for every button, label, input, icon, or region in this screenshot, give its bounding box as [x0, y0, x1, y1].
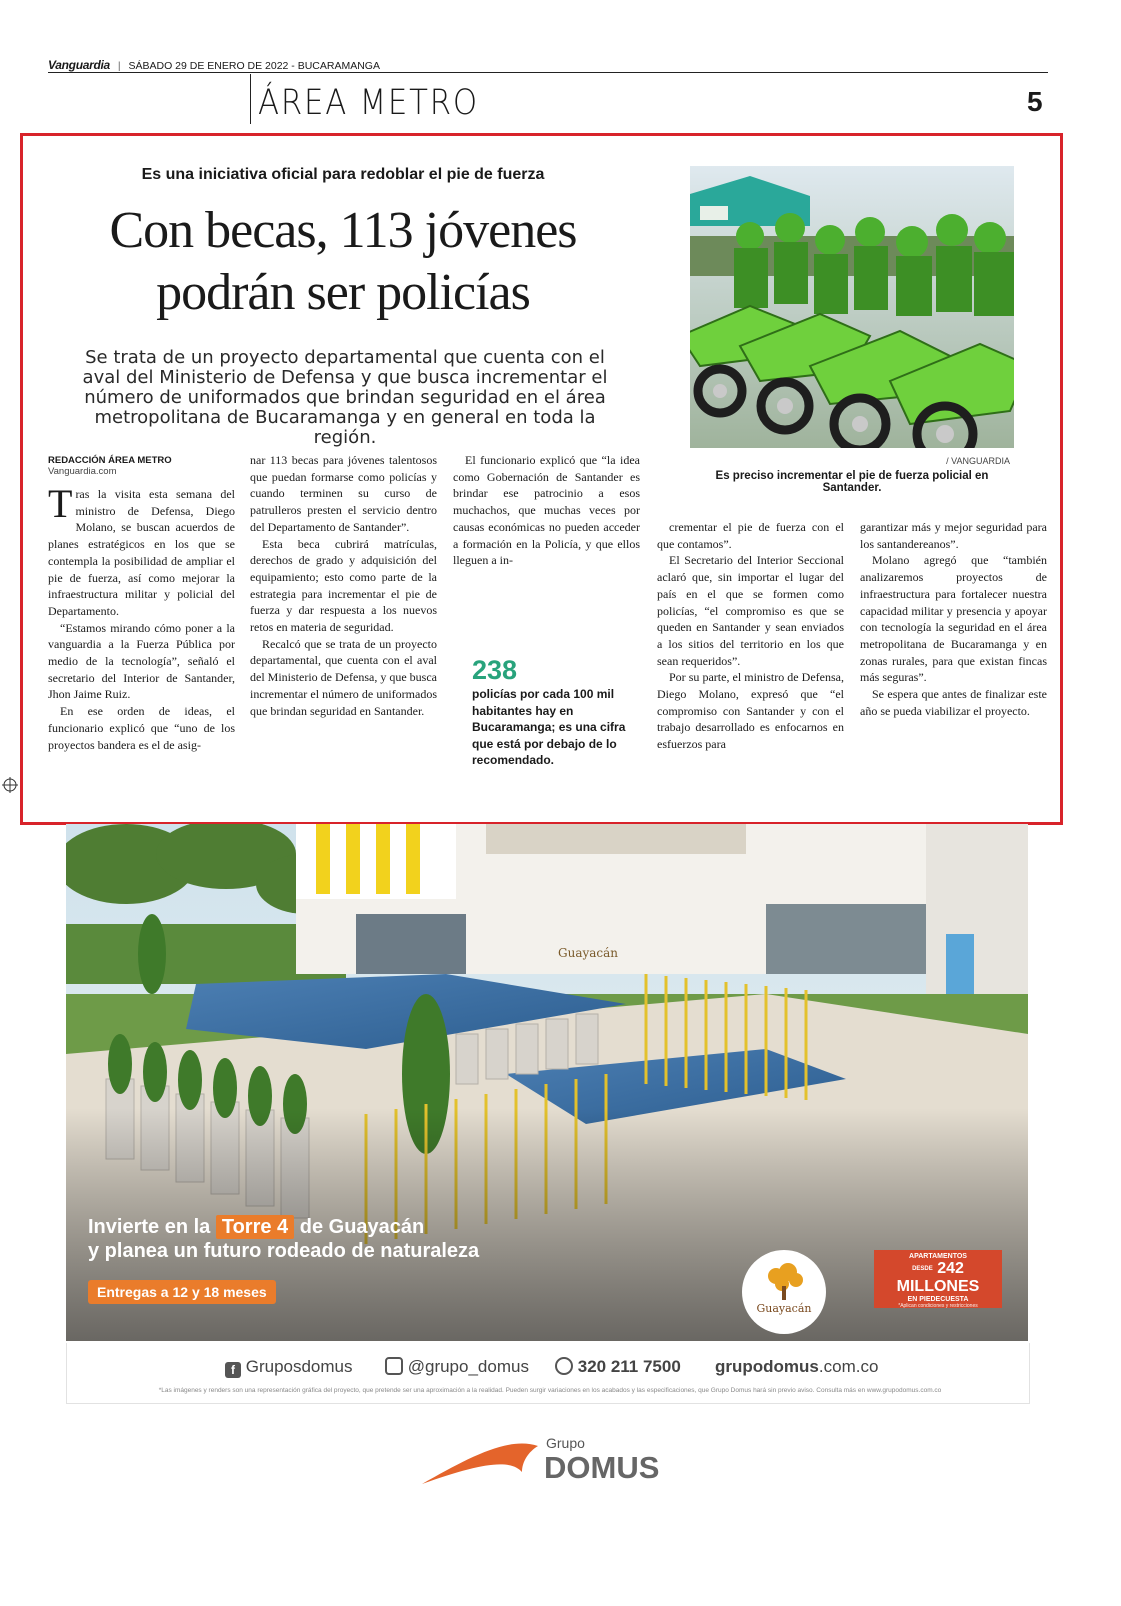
ad-headline-pre: Invierte en la [88, 1216, 211, 1238]
police-motorcycles-photo [690, 166, 1014, 448]
col2-paragraph-2: Esta beca cubrirá matrículas, derechos de grado y adquisición del equipamiento; esto como parte de la estrategia para incrementar el pie de fuerza y dar respuesta a los nuevos retos en materia de seguridad. [250, 536, 437, 635]
article-column-1 [48, 481, 235, 753]
price-note: *Aplican condiciones y restricciones [898, 1303, 978, 1310]
instagram-icon [385, 1357, 403, 1375]
facebook-icon: f [225, 1362, 241, 1378]
headline-line-1: Con becas, 113 jóvenes [109, 202, 577, 259]
phone-icon [555, 1357, 573, 1375]
col2-paragraph-1: nar 113 becas para jóvenes talentosos que puedan formarse como policías y cuando terminen su curso de patrulleros presten el servicio dentro del Departamento de Santander”. [250, 453, 437, 534]
section-name: ÁREA METRO [258, 83, 479, 123]
website-link[interactable] [715, 1357, 878, 1377]
registration-mark-icon [2, 777, 18, 798]
ad-price-box [874, 1250, 1002, 1308]
brand-name: Vanguardia [48, 58, 110, 72]
article-deck: Se trata de un proyecto departamental que cuenta con el aval del Ministerio de Defensa y que busca incrementar el número de uniformados que brindan seguridad en el área metropolitana de Bucaramanga y en general en toda la región. [82, 347, 608, 448]
ad-contact-bar [66, 1343, 1030, 1404]
col4-paragraph-2: El Secretario del Interior Seccional aclaró que, sin importar el lugar del país en el que se formen como policías, “el compromiso es que se queden en Santander y sean enviados a los sitios del territorio en los que sean requeridos”. [657, 553, 844, 668]
article-column-5 [860, 519, 1047, 719]
ad-delivery-badge: Entregas a 12 y 18 meses [88, 1280, 276, 1304]
masthead: Vanguardia | SÁBADO 29 DE ENERO DE 2022 - BUCARAMANGA [48, 58, 380, 72]
article-headline [48, 200, 638, 324]
article-column-4 [657, 519, 844, 753]
facebook-contact[interactable] [225, 1357, 353, 1378]
col5-paragraph-2: Molano agregó que “también analizaremos proyectos de infraestructura para fortalecer nuestra capacidad militar y presencia y apoyar con tecnología la seguridad en el área metropolitana de Bucaramanga y en zonas rurales, para que existan fincas más seguras”. [860, 553, 1047, 685]
ad-headline [88, 1215, 479, 1263]
byline: REDACCIÓN ÁREA METRO [48, 455, 172, 466]
guayacan-logo-text: Guayacán [756, 1302, 812, 1315]
drop-cap: T [48, 481, 73, 526]
price-label: APARTAMENTOS [909, 1253, 967, 1260]
date-city: SÁBADO 29 DE ENERO DE 2022 - BUCARAMANGA [128, 60, 380, 72]
facebook-handle: Gruposdomus [245, 1357, 353, 1376]
col1-paragraph-3: En ese orden de ideas, el funcionario explicó que “uno de los proyectos bandera es el de asig- [48, 704, 235, 752]
phone-contact[interactable] [555, 1357, 681, 1377]
col5-paragraph-1: garantizar más y mejor seguridad para los santandereanos”. [860, 520, 1047, 551]
ad-headline-highlight: Torre 4 [216, 1215, 294, 1239]
instagram-handle: @grupo_domus [407, 1357, 529, 1376]
col1-paragraph-2: “Estamos mirando cómo poner a la vanguardia a la Fuerza Pública por medio de la tecnología”, señaló el secretario del Interior de Santander, Jhon Jaime Ruiz. [48, 620, 235, 702]
article-column-3 [453, 452, 640, 569]
photo-credit: / VANGUARDIA [946, 456, 1010, 466]
price-prefix: DESDE [912, 1266, 933, 1272]
ad-headline-post: de Guayacán [299, 1216, 425, 1238]
section-divider [250, 74, 251, 124]
photo-caption: Es preciso incrementar el pie de fuerza policial en Santander. [715, 470, 989, 494]
col2-paragraph-3: Recalcó que se trata de un proyecto departamental, que cuenta con el aval del Ministerio de Defensa, y que busca incrementar el número de uniformados que brindan seguridad en Santander. [250, 636, 437, 718]
col4-paragraph-1: crementar el pie de fuerza con el que contamos”. [657, 520, 844, 551]
headline-line-2: podrán ser policías [156, 264, 530, 321]
price-value: 242 MILLONES [896, 1260, 980, 1296]
instagram-contact[interactable] [385, 1357, 529, 1377]
byline-site: Vanguardia.com [48, 466, 117, 477]
col5-paragraph-3: Se espera que antes de finalizar este año se pueda viabilizar el proyecto. [860, 687, 1047, 718]
page-number: 5 [1027, 86, 1043, 117]
article-column-2 [250, 452, 437, 719]
masthead-rule [48, 72, 1048, 73]
logo-small-text: Grupo [546, 1435, 585, 1451]
col3-paragraph-1: El funcionario explicó que “la idea como Gobernación de Santander es brindar ese patrocinio a esos muchachos, que muchas veces por causas económicas no pueden acceder a formación en la Policía, y que ellos lleguen a in- [453, 453, 640, 568]
ad-headline-line-2: y planea un futuro rodeado de naturaleza [88, 1240, 480, 1262]
phone-number: 320 211 7500 [577, 1357, 681, 1376]
logo-big-text: DOMUS [544, 1450, 660, 1485]
stat-number: 238 [472, 655, 518, 685]
col4-paragraph-3: Por su parte, el ministro de Defensa, Diego Molano, expresó que “el compromiso con Santander y con el trabajo desarrollado es enfocarnos en esfuerzos para [657, 670, 844, 752]
website-tail: .com.co [818, 1357, 879, 1376]
ad-disclaimer: *Las imágenes y renders son una representación gráfica del proyecto, que pretende ser una aproximación a la realidad. Pueden surgir variaciones en los acabados y las especificaciones, que Grupo Domus hará sin previo aviso. Consulta más en www.grupodomus.com.co [158, 1387, 942, 1394]
col1-paragraph-1: ras la visita esta semana del ministro de Defensa, Diego Molano, se buscan acuerdos de planes estratégicos en los que se contempla la posibilidad de ampliar el pie de fuerza, así como mejorar la infraestructura militar y policial del Departamento. [48, 487, 235, 618]
website-bold: grupodomus [715, 1357, 819, 1376]
article-kicker: Es una iniciativa oficial para redoblar el pie de fuerza [141, 166, 545, 183]
stat-text: policías por cada 100 mil habitantes hay en Bucaramanga; es una cifra que está por debajo de lo recomendado. [472, 687, 626, 767]
guayacan-logo [742, 1250, 826, 1334]
price-location: EN PIEDECUESTA [907, 1296, 969, 1304]
grupo-domus-logo [418, 1428, 688, 1488]
